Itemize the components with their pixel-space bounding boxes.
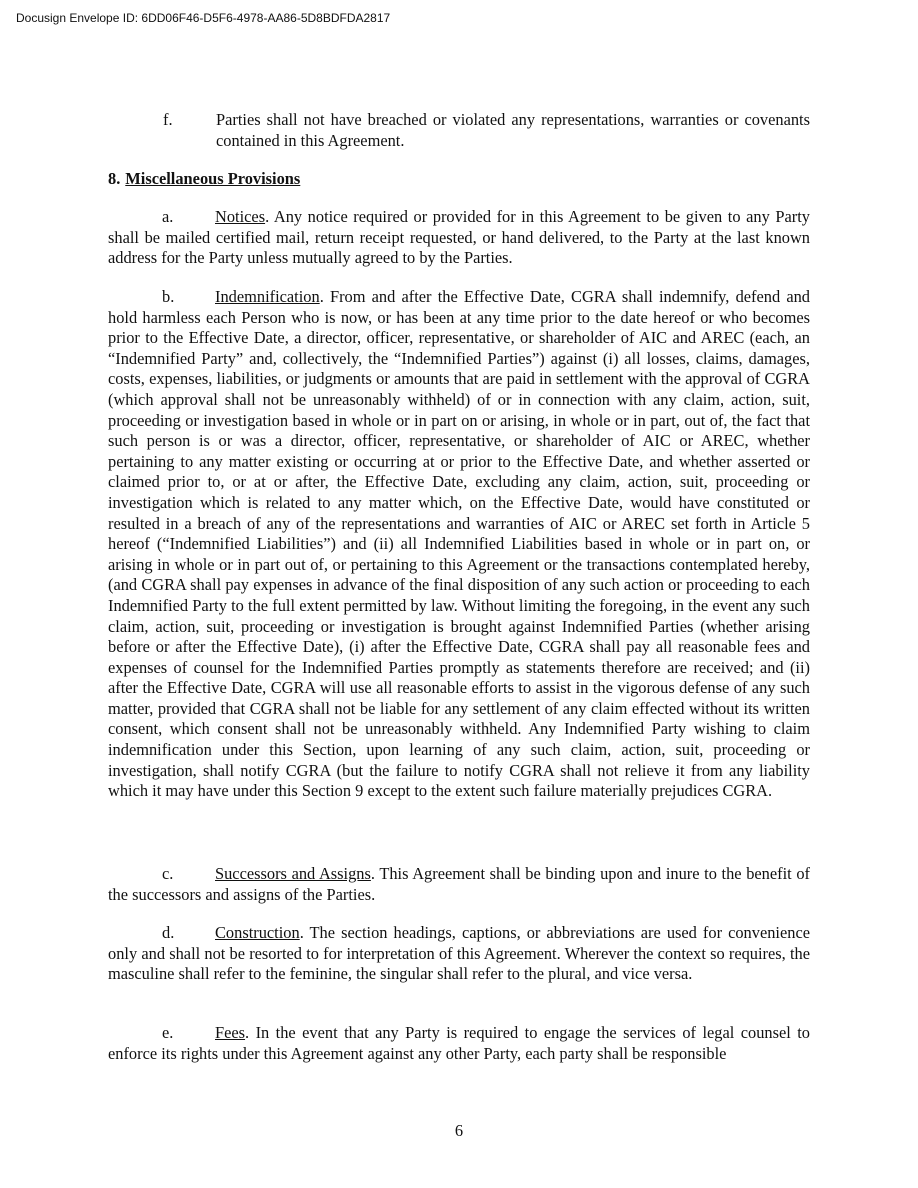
- paragraph-construction: [108, 923, 810, 985]
- paragraph-letter: e.: [162, 1023, 174, 1042]
- paragraph-text: . The section headings, captions, or abbreviations are used for convenience only and shall not be resorted to for interpretation of this Agreement. Wherever the context so requires, the masculine shall refer to the feminine, the singular shall refer to the plural, and vice versa.: [108, 923, 810, 984]
- paragraph-successors: [108, 864, 810, 905]
- paragraph-fees: [108, 1023, 810, 1064]
- paragraph-heading: Fees: [215, 1023, 246, 1042]
- paragraph-letter: c.: [162, 864, 174, 883]
- paragraph-text: . In the event that any Party is required to engage the services of legal counsel to enforce its rights under this Agreement against any other Party, each party shall be responsible: [108, 1023, 810, 1063]
- paragraph-heading: Indemnification: [215, 287, 320, 306]
- paragraph-text: . This Agreement shall be binding upon and inure to the benefit of the successors and assigns of the Parties.: [108, 864, 810, 904]
- paragraph-text: . From and after the Effective Date, CGRA shall indemnify, defend and hold harmless each Person who is now, or has been at any time prior to the date hereof or who becomes prior to the Effective Date, a director, officer, representative, or shareholder of AIC and AREC (each, an “Indemnified Party” and, collectively, the “Indemnified Parties”) against (i) all losses, claims, damages, costs, expenses, liabilities, or judgments or amounts that are paid in settlement with the approval of CGRA (which approval shall not be unreasonably withheld) of or in connection with any claim, action, suit, proceeding or investigation based in whole or in part on or arising, in whole or in part, out of, the fact that such person is or was a director, officer, representative, or shareholder of AIC or AREC, whether pertaining to any matter existing or occurring at or prior to the Effective Date, and whether asserted or claimed prior to, or at or after, the Effective Date, excluding any claim, action, suit, proceeding or investigation which is related to any matter which, on the Effective Date, would have constituted or resulted in a breach of any of the representations and warranties of AIC or AREC set forth in Article 5 hereof (“Indemnified Liabilities”) and (ii) all Indemnified Liabilities based in whole or in part on, or arising in whole or in part out of, or pertaining to this Agreement or the transactions contemplated hereby, (and CGRA shall pay expenses in advance of the final disposition of any such action or proceeding to each Indemnified Party to the full extent permitted by law. Without limiting the foregoing, in the event any such claim, action, suit, proceeding or investigation is brought against Indemnified Parties (whether arising before or after the Effective Date), (i) after the Effective Date, CGRA shall pay all reasonable fees and expenses of counsel for the Indemnified Parties promptly as statements therefore are received; and (ii) after the Effective Date, CGRA will use all reasonable efforts to assist in the vigorous defense of any such matter, provided that CGRA shall not be liable for any settlement of any claim effected without its written consent, which consent shall not be unreasonably withheld. Any Indemnified Party wishing to claim indemnification under this Section, upon learning of any such claim, action, suit, proceeding or investigation, shall notify CGRA (but the failure to notify CGRA shall not relieve it from any liability which it may have under this Section 9 except to the extent such failure materially prejudices CGRA.: [108, 287, 810, 801]
- docusign-envelope-id: Docusign Envelope ID: 6DD06F46-D5F6-4978-AA86-5D8BDFDA2817: [16, 11, 391, 25]
- paragraph-letter: a.: [162, 207, 174, 226]
- paragraph-heading: Successors and Assigns: [215, 864, 371, 883]
- paragraph-heading: Notices: [215, 207, 266, 226]
- section-number: 8.: [108, 169, 121, 188]
- list-item-letter: f.: [163, 110, 173, 129]
- section-heading: [108, 169, 300, 190]
- paragraph-letter: b.: [162, 287, 175, 306]
- paragraph-letter: d.: [162, 923, 175, 942]
- paragraph-notices: [108, 207, 810, 269]
- list-item-f: [108, 110, 810, 151]
- list-item-text: Parties shall not have breached or violated any representations, warranties or covenants contained in this Agreement.: [216, 110, 810, 150]
- paragraph-text: . Any notice required or provided for in this Agreement to be given to any Party shall be mailed certified mail, return receipt requested, or hand delivered, to the Party at the last known address for the Party unless mutually agreed to by the Parties.: [108, 207, 810, 268]
- section-title: Miscellaneous Provisions: [125, 169, 301, 188]
- page-number: 6: [454, 1121, 464, 1140]
- paragraph-indemnification: [108, 287, 810, 802]
- paragraph-heading: Construction: [215, 923, 300, 942]
